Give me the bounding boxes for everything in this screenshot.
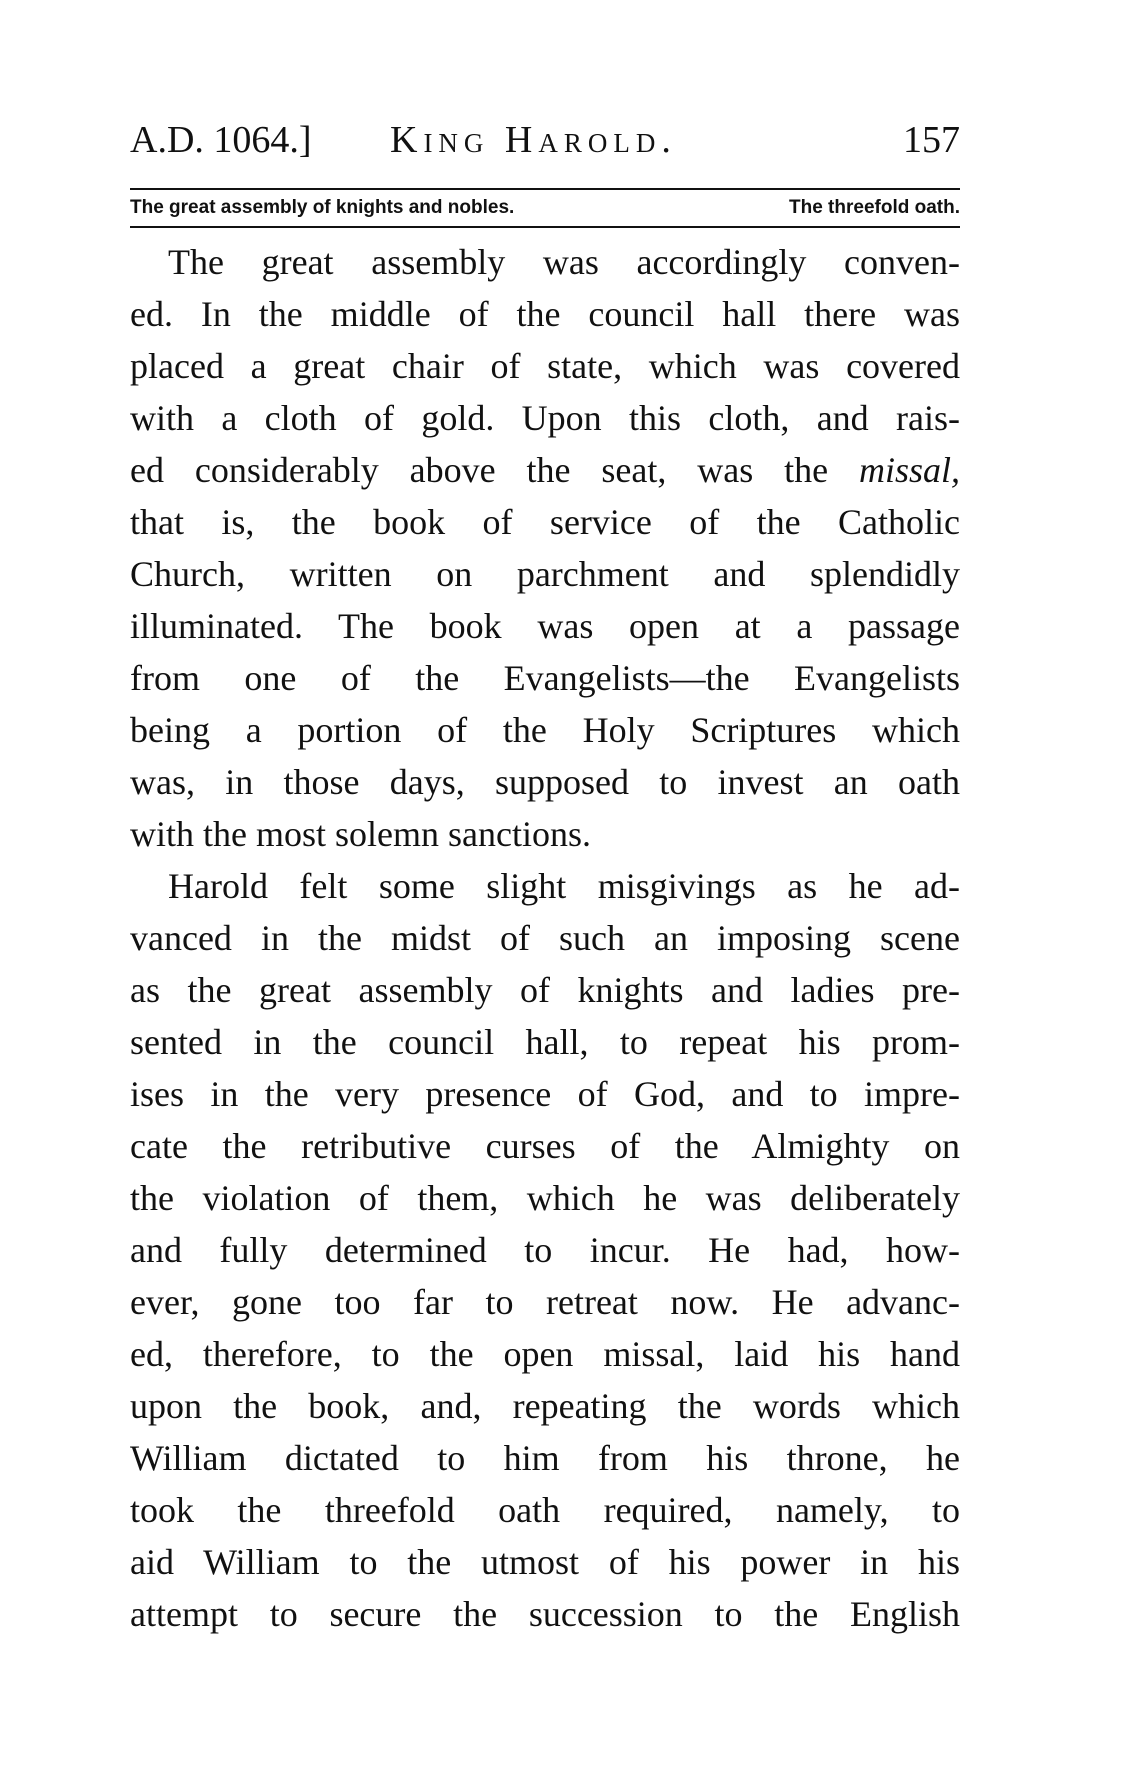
text-line	[130, 444, 960, 496]
subheader-left: The great assembly of knights and nobles.	[130, 197, 515, 218]
paragraph-2	[130, 860, 960, 1640]
text-line: as the great assembly of knights and ladies pre-	[130, 970, 960, 1010]
text-line: was, in those days, supposed to invest an oath	[130, 762, 960, 802]
text-line: ed, therefore, to the open missal, laid his hand	[130, 1334, 960, 1374]
text-line: with the most solemn sanctions.	[130, 814, 591, 854]
text-line: that is, the book of service of the Catholic	[130, 502, 960, 542]
header-date: A.D. 1064.]	[130, 119, 312, 161]
paragraph-1	[130, 236, 960, 860]
text-line: placed a great chair of state, which was covered	[130, 346, 960, 386]
text-line: Harold felt some slight misgivings as he ad-	[168, 866, 960, 906]
header-title: King Harold.	[390, 119, 677, 161]
text-line: attempt to secure the succession to the English	[130, 1594, 960, 1634]
running-head	[130, 110, 960, 170]
text-line: vanced in the midst of such an imposing scene	[130, 918, 960, 958]
text-line: from one of the Evangelists—the Evangelists	[130, 658, 960, 698]
text-line: William dictated to him from his throne, he	[130, 1438, 960, 1478]
text-line: aid William to the utmost of his power in his	[130, 1542, 960, 1582]
text-line: Church, written on parchment and splendidly	[130, 554, 960, 594]
text-line: being a portion of the Holy Scriptures which	[130, 710, 960, 750]
text-line: took the threefold oath required, namely, to	[130, 1490, 960, 1530]
italic-word-missal: missal,	[858, 450, 960, 490]
text-line: cate the retributive curses of the Almighty on	[130, 1126, 960, 1166]
text-line: and fully determined to incur. He had, how-	[130, 1230, 960, 1270]
text-line: ises in the very presence of God, and to impre-	[130, 1074, 960, 1114]
text-line: with a cloth of gold. Upon this cloth, and rais-	[130, 398, 960, 438]
text-line: illuminated. The book was open at a passage	[130, 606, 960, 646]
text-line: upon the book, and, repeating the words which	[130, 1386, 960, 1426]
text-line: ever, gone too far to retreat now. He advanc-	[130, 1282, 960, 1322]
page-number: 157	[903, 119, 960, 161]
text-line: the violation of them, which he was deliberately	[130, 1178, 960, 1218]
subheader	[130, 190, 960, 226]
text-line: ed. In the middle of the council hall there was	[130, 294, 960, 334]
book-page	[130, 110, 960, 1634]
subheader-right: The threefold oath.	[789, 197, 960, 218]
body-text	[130, 236, 960, 1640]
text-line: The great assembly was accordingly conven-	[168, 242, 960, 282]
header-rule-bottom	[130, 226, 960, 228]
text-line: sented in the council hall, to repeat his prom-	[130, 1022, 960, 1062]
text-segment: ed considerably above the seat, was the	[130, 450, 859, 490]
